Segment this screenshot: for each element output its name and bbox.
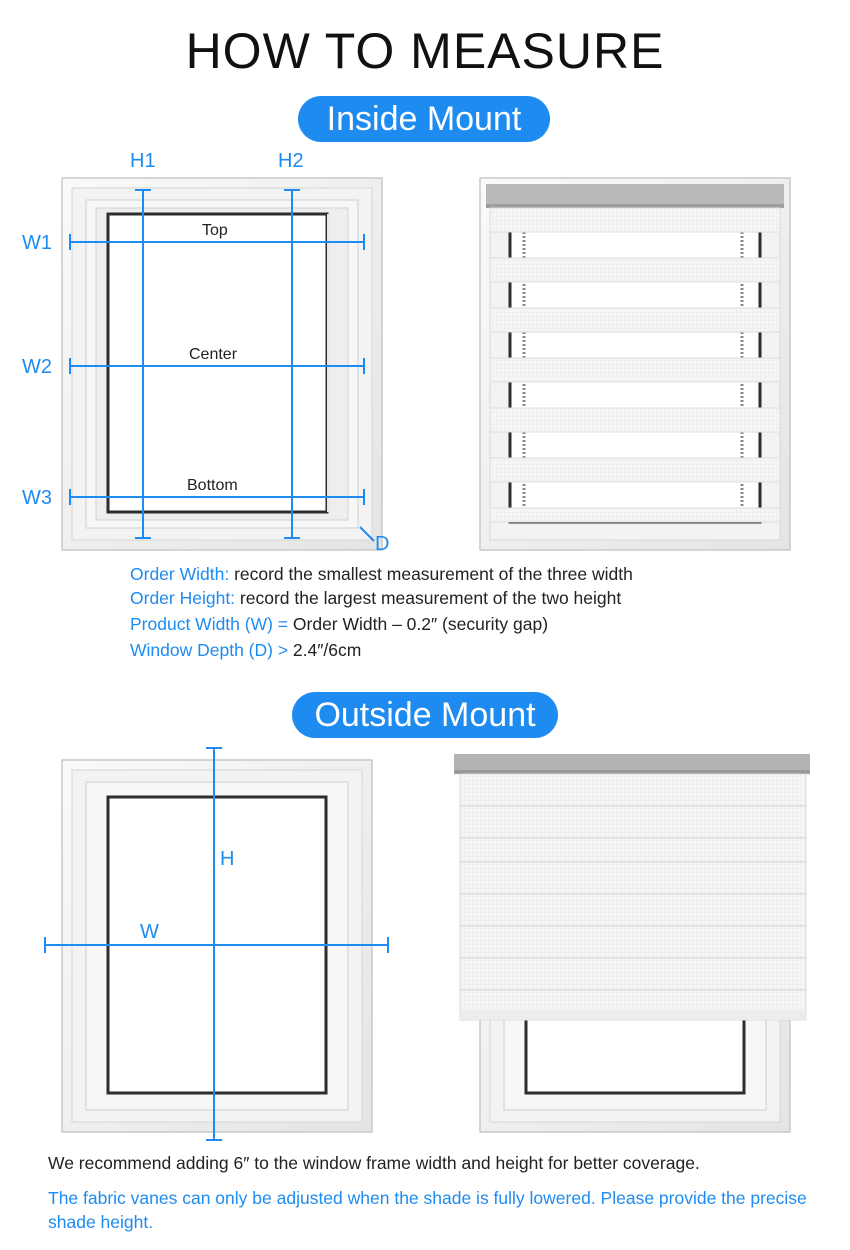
- info-order-width: Order Width: record the smallest measurement of the three width: [130, 564, 633, 584]
- info-order-height: Order Height: record the largest measurement of the two height: [130, 588, 622, 608]
- recommend-note: We recommend adding 6″ to the window frame width and height for better coverage.: [48, 1153, 700, 1173]
- info-window-depth: Window Depth (D) > 2.4″/6cm: [130, 640, 362, 660]
- page-title: HOW TO MEASURE: [185, 23, 665, 79]
- label-w3: W3: [22, 487, 52, 509]
- label-center: Center: [189, 346, 238, 363]
- label-bottom: Bottom: [187, 477, 238, 494]
- label-depth: D: [375, 533, 390, 555]
- info-product-width: Product Width (W) = Order Width – 0.2″ (security gap): [130, 614, 549, 634]
- label-w: W: [140, 921, 159, 943]
- label-w1: W1: [22, 232, 52, 254]
- outside-mount-badge: Outside Mount: [292, 692, 558, 738]
- label-h1: H1: [130, 150, 156, 172]
- label-top: Top: [202, 222, 228, 239]
- inside-mount-badge: Inside Mount: [298, 96, 550, 142]
- label-h: H: [220, 848, 235, 870]
- vanes-note: The fabric vanes can only be adjusted when the shade is fully lowered. Please provide the precise shade height.: [48, 1188, 807, 1232]
- outside-shade-window: [454, 754, 810, 1132]
- label-h2: H2: [278, 150, 304, 172]
- inside-shade-window: [480, 178, 790, 550]
- label-w2: W2: [22, 356, 52, 378]
